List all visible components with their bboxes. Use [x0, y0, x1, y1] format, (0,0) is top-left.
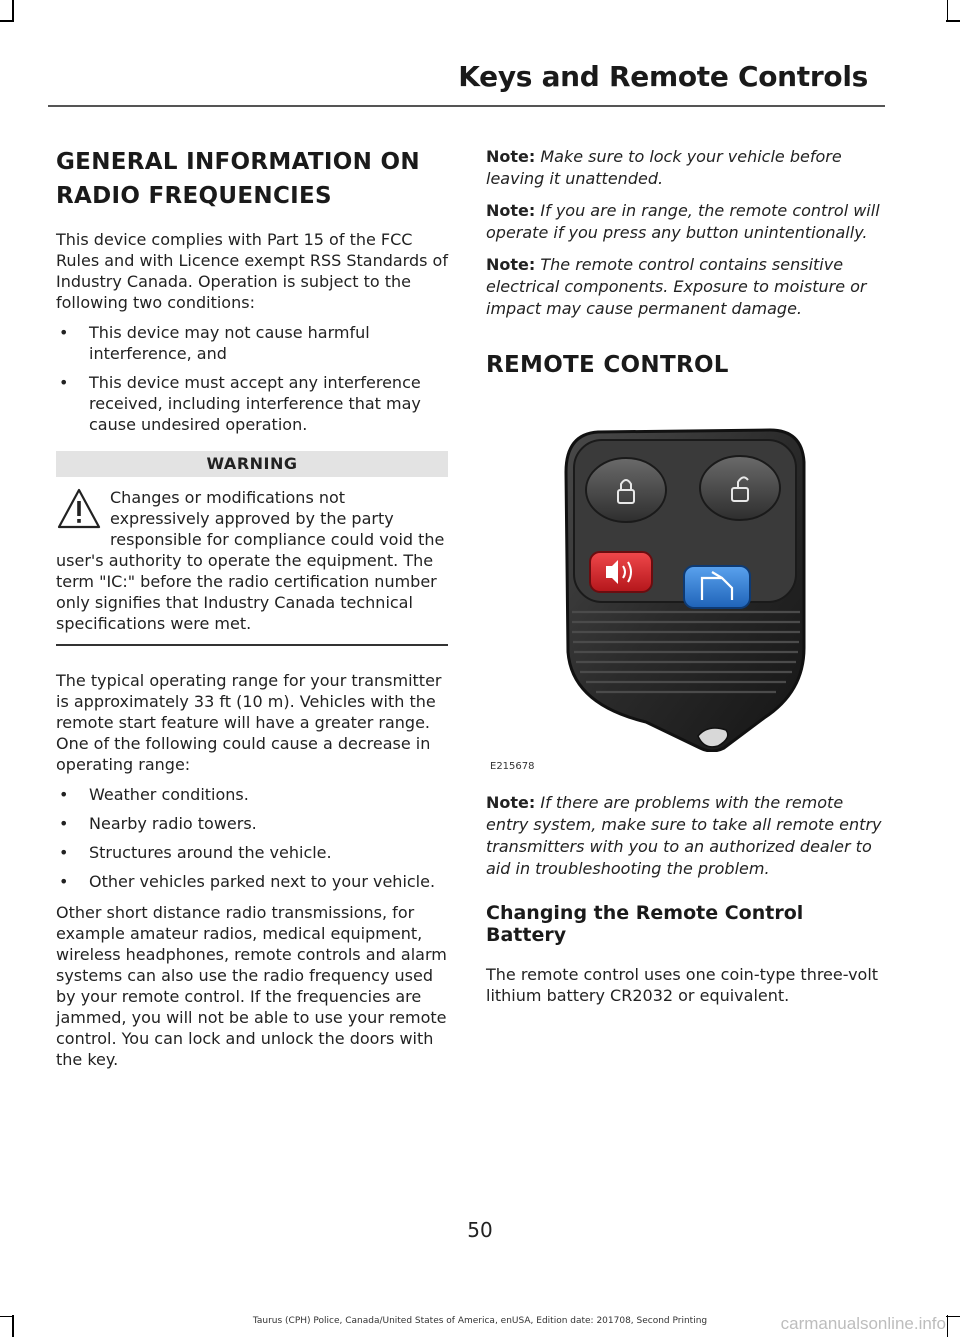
intro-paragraph: This device complies with Part 15 of the FCC Rules and with Licence exempt RSS Standards of Industry Canada. Operation is subject to the following two conditions:: [56, 230, 448, 312]
note-text: If there are problems with the remote entry system, make sure to take all remote entry transmitters with you to an authorized dealer to aid in troubleshooting the problem.: [486, 793, 882, 878]
warning-triangle-icon: [56, 487, 102, 531]
crop-mark: [946, 20, 960, 22]
list-item-text: Structures around the vehicle.: [89, 843, 332, 862]
list-item: [56, 784, 448, 805]
heading-line-1: GENERAL INFORMATION ON: [56, 149, 420, 175]
list-item-text: Other vehicles parked next to your vehicle.: [89, 872, 436, 891]
crop-mark: [0, 20, 14, 22]
note-label: Note:: [486, 201, 536, 220]
note-text: Make sure to lock your vehicle before leaving it unattended.: [486, 147, 842, 188]
trunk-button: [684, 566, 750, 608]
note: [486, 146, 882, 190]
bullet: •: [59, 373, 69, 392]
bullet: •: [59, 814, 69, 833]
crop-mark: [947, 0, 949, 22]
left-column: [56, 145, 448, 1079]
unlock-button: [700, 456, 780, 520]
note-text: If you are in range, the remote control will operate if you press any button unintentionally.: [486, 201, 880, 242]
section-heading: [56, 145, 448, 213]
warning-label: WARNING: [56, 451, 448, 477]
battery-paragraph: The remote control uses one coin-type three-volt lithium battery CR2032 or equivalent.: [486, 965, 879, 1005]
list-item-text: This device may not cause harmful interference, and: [89, 323, 370, 363]
note: [486, 792, 882, 880]
list-item-text: Weather conditions.: [89, 785, 249, 804]
section-heading: REMOTE CONTROL: [486, 352, 729, 378]
figure-code: E215678: [490, 761, 535, 772]
list-item-text: This device must accept any interference received, including interference that may cause undesired operation.: [89, 373, 421, 434]
interference-paragraph: Other short distance radio transmissions, for example amateur radios, medical equipment, wireless headphones, remote controls and alarm systems can also use the radio frequency used by your remote control. If the frequencies are jammed, you will not be able to use your remote control. You can lock and unlock the doors with the key.: [56, 903, 447, 1069]
bullet: •: [59, 843, 69, 862]
note: [486, 200, 882, 244]
bullet: •: [59, 872, 69, 891]
note-label: Note:: [486, 255, 536, 274]
remote-control-image: [486, 422, 882, 752]
list-item: [56, 372, 448, 435]
note: [486, 254, 882, 320]
lock-button: [586, 458, 666, 522]
note-text: The remote control contains sensitive electrical components. Exposure to moisture or impact may cause permanent damage.: [486, 255, 867, 318]
subsection-heading: Changing the Remote Control Battery: [486, 902, 804, 946]
note-label: Note:: [486, 147, 536, 166]
panic-button: [590, 552, 652, 592]
list-item: [56, 842, 448, 863]
bullet: •: [59, 323, 69, 342]
crop-mark: [12, 0, 14, 22]
range-factors-list: [56, 784, 448, 892]
warning-divider: [56, 644, 448, 646]
header-divider: [48, 105, 885, 107]
range-paragraph: The typical operating range for your transmitter is approximately 33 ft (10 m). Vehicles with the remote start feature will have a greater range. One of the following could cause a decrease in operating range:: [56, 671, 442, 774]
bullet: •: [59, 785, 69, 804]
remote-control-figure: [486, 422, 882, 772]
page-title: Keys and Remote Controls: [458, 60, 868, 93]
page-number: 50: [467, 1218, 493, 1242]
list-item: [56, 322, 448, 364]
right-column: [486, 146, 882, 1015]
heading-line-2: RADIO FREQUENCIES: [56, 183, 332, 209]
list-item: [56, 871, 448, 892]
conditions-list: [56, 322, 448, 435]
note-label: Note:: [486, 793, 536, 812]
footer-edition-info: Taurus (CPH) Police, Canada/United States of America, enUSA, Edition date: 201708, Second Printing: [252, 1316, 708, 1326]
list-item: [56, 813, 448, 834]
list-item-text: Nearby radio towers.: [89, 814, 257, 833]
warning-text: Changes or modifications not expressively approved by the party responsible for compliance could void the user's authority to operate the equipment. The term "IC:" before the radio certification number only signifies that Industry Canada technical specifications were met.: [56, 488, 445, 633]
watermark: carmanualsonline.info: [780, 1314, 946, 1333]
warning-box: [56, 487, 448, 634]
